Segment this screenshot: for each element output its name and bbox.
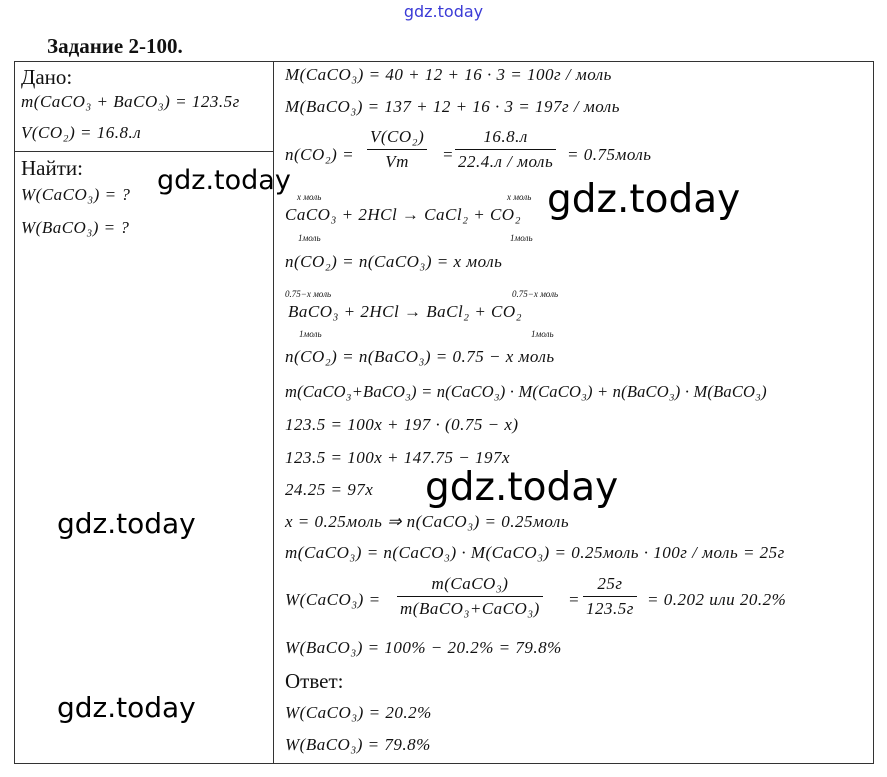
fraction-bar [583, 596, 637, 597]
fraction-denominator: 123.5г [586, 599, 634, 618]
n-co2-result: = 0.75моль [567, 145, 652, 164]
table-row-divider [15, 151, 274, 152]
fraction-bar [397, 596, 543, 597]
reaction1-below-left: 1моль [298, 233, 321, 243]
solution-table [14, 61, 874, 764]
fraction-denominator: Vm [385, 152, 409, 171]
reaction1-above-right: x моль [507, 192, 532, 202]
equation-step-1: 123.5 = 100x + 197 · (0.75 − x) [285, 415, 519, 434]
given-label: Дано: [21, 65, 73, 89]
n-co2-eq-n-baco3: n(CO₂) = n(BaCO₃) = 0.75 − x моль [285, 347, 555, 366]
mass-sum-equation: m(CaCO₃+BaCO₃) = n(CaCO₃) · M(CaCO₃) + n(BaCO₃) · M(BaCO₃) [285, 382, 767, 401]
fraction-numerator: 16.8.л [483, 127, 528, 146]
reaction1-below-right: 1моль [510, 233, 533, 243]
fraction-denominator: m(BaCO₃+CaCO₃) [400, 599, 540, 618]
molar-mass-caco3: M(CaCO₃) = 40 + 12 + 16 · 3 = 100г / моль [285, 65, 612, 84]
answer-w-caco3: W(CaCO₃) = 20.2% [285, 703, 432, 722]
reaction1: CaCO₃ + 2HCl → CaCl₂ + CO₂ [285, 205, 521, 224]
given-mass: m(CaCO₃ + BaCO₃) = 123.5г [21, 92, 240, 111]
reaction2-above-right: 0.75−x моль [512, 289, 559, 299]
find-w-baco3: W(BaCO₃) = ? [21, 218, 130, 237]
watermark-text: gdz.today [547, 177, 741, 222]
fraction-v-over-vm [367, 127, 427, 172]
answer-label: Ответ: [285, 669, 344, 693]
w-caco3-lhs: W(CaCO₃) = [285, 590, 381, 609]
fraction-mass-ratio [397, 574, 543, 619]
fraction-numerator: 25г [597, 574, 623, 593]
equation-step-2: 123.5 = 100x + 147.75 − 197x [285, 448, 511, 467]
watermark-text: gdz.today [157, 165, 291, 196]
watermark-text: gdz.today [57, 691, 196, 724]
watermark-text: gdz.today [57, 507, 196, 540]
mass-caco3: m(CaCO₃) = n(CaCO₃) · M(CaCO₃) = 0.25моль · 100г / моль = 25г [285, 543, 785, 562]
reaction1-above-left: x моль [297, 192, 322, 202]
equals-sign: = [442, 145, 454, 164]
find-label: Найти: [21, 156, 83, 180]
site-watermark-top: gdz.today [403, 2, 484, 21]
x-value: x = 0.25моль ⇒ n(CaCO₃) = 0.25моль [285, 512, 570, 531]
answer-w-baco3: W(BaCO₃) = 79.8% [285, 735, 431, 754]
fraction-denominator: 22.4.л / моль [458, 152, 554, 171]
fraction-values [455, 127, 556, 172]
fraction-bar [455, 149, 556, 150]
fraction-numerator: m(CaCO₃) [431, 574, 509, 593]
equation-step-3: 24.25 = 97x [285, 480, 374, 499]
w-caco3-result: = 0.202 или 20.2% [647, 590, 787, 609]
equals-sign: = [568, 590, 580, 609]
reaction2: BaCO₃ + 2HCl → BaCl₂ + CO₂ [288, 302, 523, 321]
fraction-numerator: V(CO₂) [370, 127, 425, 146]
molar-mass-baco3: M(BaCO₃) = 137 + 12 + 16 · 3 = 197г / моль [285, 97, 620, 116]
n-co2-eq-n-caco3: n(CO₂) = n(CaCO₃) = x моль [285, 252, 503, 271]
task-title: Задание 2-100. [47, 34, 183, 58]
given-volume: V(CO₂) = 16.8.л [21, 123, 142, 142]
n-co2-lhs: n(CO₂) = [285, 145, 355, 164]
fraction-bar [367, 149, 427, 150]
reaction2-above-left: 0.75−x моль [285, 289, 332, 299]
fraction-mass-values [583, 574, 637, 619]
reaction2-below-right: 1моль [531, 329, 554, 339]
find-w-caco3: W(CaCO₃) = ? [21, 185, 131, 204]
watermark-text: gdz.today [425, 465, 619, 510]
reaction2-below-left: 1моль [299, 329, 322, 339]
w-baco3-calc: W(BaCO₃) = 100% − 20.2% = 79.8% [285, 638, 562, 657]
